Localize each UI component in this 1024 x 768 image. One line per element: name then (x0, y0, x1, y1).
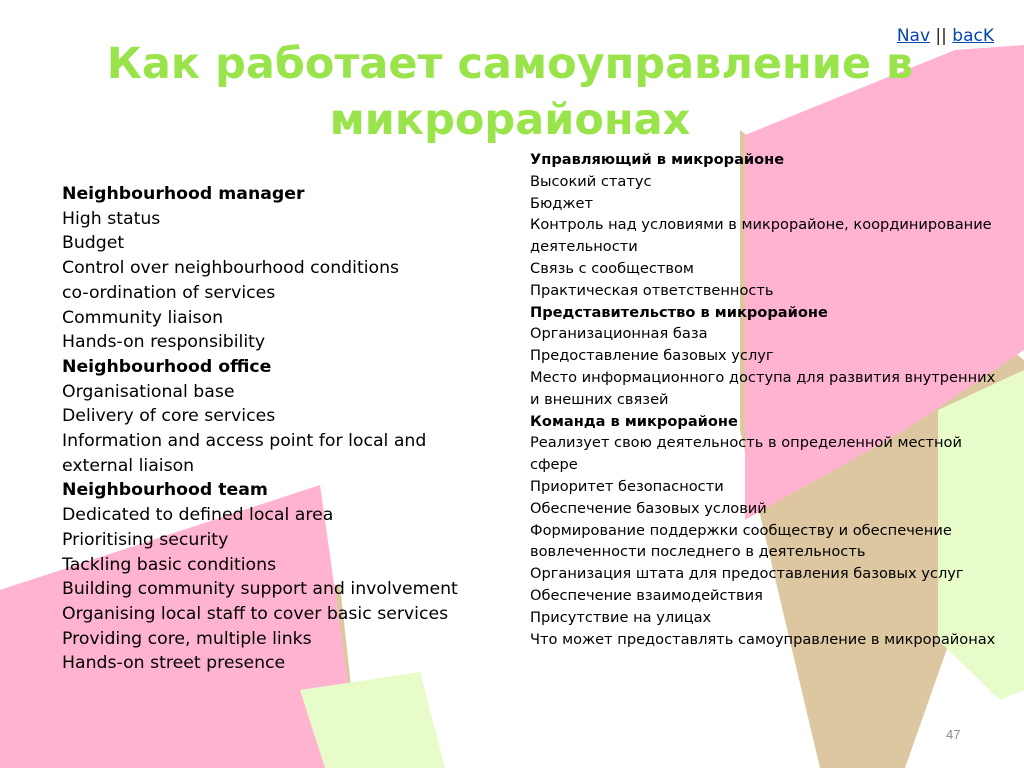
list-item: Control over neighbourhood conditions (62, 258, 400, 279)
list-item: Место информационного доступа для развития внутренних и внешних связей (530, 368, 996, 408)
list-item: Организация штата для предоставления базовых услуг (530, 565, 964, 583)
list-heading: Представительство в микрорайоне (530, 303, 828, 321)
list-item: Hands-on responsibility (62, 332, 266, 353)
list-item: Связь с сообществом (530, 259, 694, 277)
nav-link[interactable]: Nav (896, 26, 931, 46)
list-item: High status (62, 208, 161, 229)
back-link[interactable]: bacK (952, 26, 994, 46)
list-item: Information and access point for local and external liaison (62, 431, 427, 476)
list-item: Практическая ответственность (530, 281, 774, 299)
list-item: co-ordination of services (62, 282, 276, 303)
list-item: Prioritising security (62, 529, 229, 550)
list-item: Обеспечение взаимодействия (530, 586, 763, 604)
list-item: Присутствие на улицах (530, 608, 712, 626)
list-item: Приоритет безопасности (530, 477, 724, 495)
list-heading: Команда в микрорайоне (530, 412, 738, 430)
list-item: Organisational base (62, 381, 235, 402)
page-number: 47 (946, 727, 961, 742)
list-item: Контроль над условиями в микрорайоне, координирование деятельности (530, 216, 992, 256)
list-item: Budget (62, 233, 125, 254)
list-item: Организационная база (530, 325, 708, 343)
list-item: Organising local staff to cover basic services (62, 603, 449, 624)
list-item: Providing core, multiple links (62, 628, 312, 649)
list-item: Формирование поддержки сообществу и обеспечение вовлеченности последнего в деятельность (530, 521, 952, 561)
list-item: Community liaison (62, 307, 224, 328)
english-list (62, 182, 492, 676)
russian-list (530, 149, 1005, 650)
list-item: Обеспечение базовых условий (530, 499, 767, 517)
list-item: Предоставление базовых услуг (530, 347, 774, 365)
list-heading: Neighbourhood team (62, 480, 268, 501)
list-item: Delivery of core services (62, 406, 276, 427)
list-heading: Neighbourhood manager (62, 184, 305, 204)
list-item: Tackling basic conditions (62, 554, 277, 575)
nav-separator: || (935, 26, 947, 46)
page-title: Как работает самоуправление в микрорайонах (106, 39, 914, 145)
list-item: Hands-on street presence (62, 653, 286, 674)
list-heading: Neighbourhood office (62, 356, 272, 377)
list-item: Высокий статус (530, 172, 652, 190)
list-item: Dedicated to defined local area (62, 505, 334, 526)
list-item: Реализует свою деятельность в определенной местной сфере (530, 434, 962, 474)
list-item: Бюджет (530, 194, 594, 212)
list-item: Building community support and involvement (62, 579, 458, 600)
list-heading: Управляющий в микрорайоне (530, 151, 785, 168)
list-item: Что может предоставлять самоуправление в микрорайонах (530, 630, 996, 648)
